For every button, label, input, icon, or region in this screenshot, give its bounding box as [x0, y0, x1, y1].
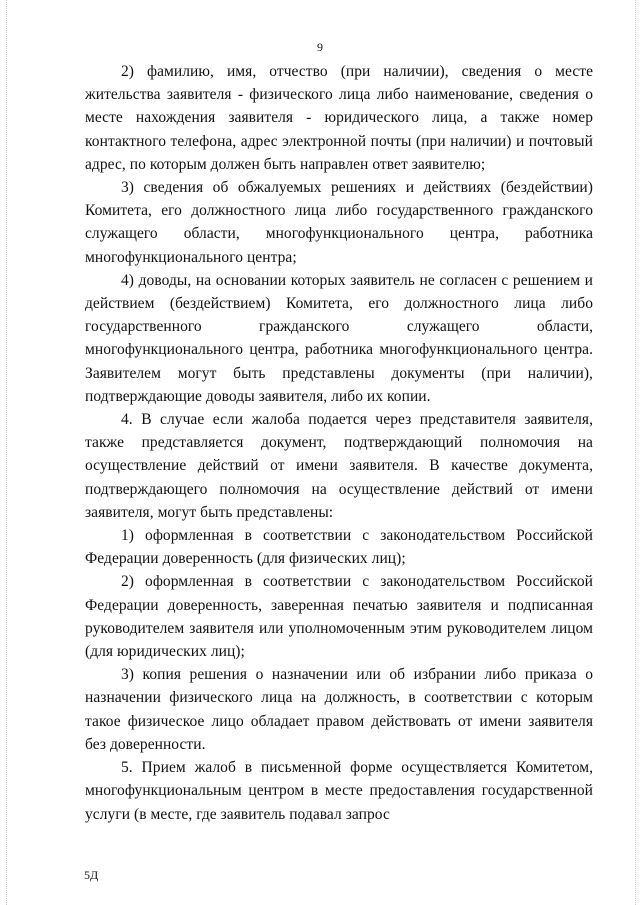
paragraph-subitem-3: 3) копия решения о назначении или об избрании либо приказа о назначении физического лица на должность, в соответствии с которым такое физическое лицо обладает правом действовать от имени заявителя без доверенности.: [85, 666, 593, 753]
paragraph-subitem-2: 2) оформленная в соответствии с законодательством Российской Федерации доверенность, заверенная печатью заявителя и подписанная руководителем заявителя или уполномоченным этим руководителем лицом (для юридических лиц);: [85, 573, 593, 661]
paragraph-item-2: 2) фамилию, имя, отчество (при наличии), сведения о месте жительства заявителя - физического лица либо наименование, сведения о месте нахождения заявителя - юридического лица, а также номер контактного телефона, адрес электронной почты (при наличии) и почтовый адрес, по которым должен быть направлен ответ заявителю;: [85, 63, 593, 173]
footer-mark: 5Д: [84, 868, 99, 882]
scan-edge-right: [635, 0, 636, 905]
scan-edge-left: [6, 0, 7, 905]
paragraph-item-3: 3) сведения об обжалуемых решениях и действиях (бездействии) Комитета, его должностного лица либо государственного гражданского служащего области, многофункционального центра, работника многофункционального центра;: [85, 179, 593, 266]
paragraph-subitem-1: 1) оформленная в соответствии с законодательством Российской Федерации доверенность (для физических лиц);: [85, 527, 593, 568]
document-body: [85, 60, 593, 826]
page-number: 9: [317, 40, 323, 54]
paragraph-section-4: 4. В случае если жалоба подается через представителя заявителя, также представляется документ, подтверждающий полномочия на осуществление действий от имени заявителя. В качестве документа, подтверждающего полномочия на осуществление действий от имени заявителя, могут быть представлены:: [85, 411, 593, 521]
paragraph-section-5: 5. Прием жалоб в письменной форме осуществляется Комитетом, многофункциональным центром в месте предоставления государственной услуги (в месте, где заявитель подавал запрос: [85, 759, 593, 823]
paragraph-item-4: 4) доводы, на основании которых заявитель не согласен с решением и действием (бездействием) Комитета, его должностного лица либо государственного гражданского служащего области, многофункционального центра, работника многофункционального центра. Заявителем могут быть представлены документы (при наличии), подтверждающие доводы заявителя, либо их копии.: [85, 271, 593, 405]
